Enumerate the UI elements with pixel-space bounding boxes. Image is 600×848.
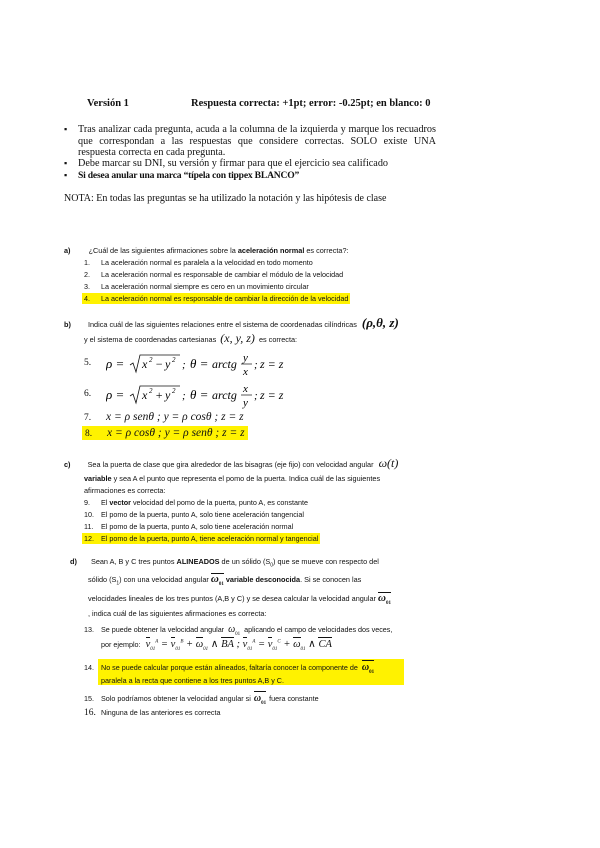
question-d-line3: velocidades lineales de los tres puntos (A,B y C) y se desea calcular la velocidad angular $\omega_{01}$	[88, 594, 391, 609]
question-c-line2: variable y sea A el punto que representa el pomo de la puerta. Indica cuál de las siguientes	[84, 474, 381, 483]
question-d-line4: , indica cuál de las siguientes afirmaciones es correcta:	[88, 609, 267, 618]
omega01-symbol: $\omega_{01}$	[378, 594, 391, 609]
question-c: c) Sea la puerta de clase que gira alrededor de las bisagras (eje fijo) con velocidad angular ω(t)	[64, 456, 399, 470]
svg-text:x: x	[142, 357, 148, 371]
svg-text:−: −	[155, 357, 164, 371]
option-8-highlighted[interactable]: 8. x = ρ cosθ ; y = ρ senθ ; z = z	[82, 426, 248, 440]
option-14-line2: paralela a la recta que contiene a los tres puntos A,B y C.	[101, 676, 284, 685]
svg-text:;: ;	[182, 390, 186, 402]
svg-text:;: ;	[254, 390, 258, 402]
scoring-rules: Respuesta correcta: +1pt; error: -0.25pt; en blanco: 0	[191, 98, 431, 109]
version-label: Versión 1	[87, 98, 129, 109]
svg-text:θ =: θ =	[190, 387, 209, 402]
cartesian-coords: (x, y, z)	[220, 331, 255, 345]
option-11[interactable]: 11. El pomo de la puerta, punto A, solo tiene aceleración normal	[84, 522, 294, 531]
question-b-line2: y el sistema de coordenadas cartesianas (x, y, z) es correcta:	[84, 331, 298, 345]
option-13[interactable]: 13. Se puede obtener la velocidad angular $\omega_{01}$ aplicando el campo de velocidades dos veces,	[84, 624, 393, 637]
question-label: c)	[64, 460, 71, 469]
option-5[interactable]: 5. ρ = x 2 − y 2 ; θ = arctg y x ; z = z	[84, 350, 284, 380]
svg-text:y: y	[243, 397, 248, 409]
svg-text:+: +	[155, 388, 164, 402]
question-label: b)	[64, 320, 71, 329]
instruction-1: ▪ Tras analizar cada pregunta, acuda a la columna de la izquierda y marque los recuadros que correspondan a las respuestas que considere correctas. SOLO existe UNA respuesta correcta en cada pregunta.	[64, 124, 436, 158]
formula-6-graphic	[106, 381, 286, 411]
svg-text:x: x	[142, 388, 148, 402]
question-label: d)	[70, 557, 77, 566]
option-10[interactable]: 10. El pomo de la puerta, punto A, solo tiene aceleración tangencial	[84, 510, 304, 519]
svg-text:2: 2	[149, 387, 153, 395]
note: NOTA: En todas las preguntas se ha utilizado la notación y las hipótesis de clase	[64, 193, 387, 204]
option-4-highlighted[interactable]: 4. La aceleración normal es responsable de cambiar la dirección de la velocidad	[84, 294, 349, 303]
cylindrical-coords: (ρ,θ, z)	[361, 315, 399, 330]
option-7[interactable]: 7. x = ρ senθ ; y = ρ cosθ ; z = z	[84, 411, 244, 423]
svg-text:z = z: z = z	[260, 388, 284, 402]
option-9[interactable]: 9. El vector velocidad del pomo de la puerta, punto A, es constante	[84, 498, 308, 507]
option-14-highlighted[interactable]: 14. No se puede calcular porque están alineados, faltaría conocer la componente de $\omega_{01}$	[84, 662, 375, 675]
option-16[interactable]: 16. Ninguna de las anteriores es correcta	[84, 708, 221, 718]
question-label: a)	[64, 246, 71, 255]
option-6[interactable]: 6. ρ = x 2 + y 2 ; θ = arctg x y ; z = z	[84, 381, 284, 411]
option-2[interactable]: 2. La aceleración normal es responsable de cambiar el módulo de la velocidad	[84, 270, 344, 279]
bullet-icon: ▪	[64, 158, 68, 168]
option-1[interactable]: 1. La aceleración normal es paralela a la velocidad en todo momento	[84, 258, 313, 267]
svg-text:arctg: arctg	[212, 388, 237, 402]
svg-text:2: 2	[172, 387, 176, 395]
svg-text:2: 2	[172, 356, 176, 364]
question-a: a) ¿Cuál de las siguientes afirmaciones sobre la aceleración normal es correcta?:	[64, 246, 349, 255]
omega01-symbol: $\omega_{01}$	[211, 575, 224, 590]
question-d: d) Sean A, B y C tres puntos ALINEADOS de un sólido $(S_0)$ que se mueve con respecto del	[70, 557, 379, 569]
example-formula: $v_{01}^A = v_{01}^B + \omega_{01}$ ∧ BA ; $v_{01}^A = v_{01}^C + \omega_{01}$ ∧ CA	[145, 639, 332, 653]
bullet-icon: ▪	[64, 124, 68, 134]
svg-text:x: x	[243, 366, 248, 378]
question-b: b) Indica cuál de las siguientes relaciones entre el sistema de coordenadas cilíndricas (ρ,θ, z)	[64, 315, 399, 330]
option-3[interactable]: 3. La aceleración normal siempre es cero en un movimiento circular	[84, 282, 309, 291]
omega-symbol: ω(t)	[378, 456, 399, 470]
svg-text:ρ =: ρ =	[106, 387, 125, 402]
option-12-highlighted[interactable]: 12. El pomo de la puerta, punto A, tiene aceleración normal y tangencial	[84, 534, 319, 543]
option-13-example: por ejemplo: $v_{01}^A = v_{01}^B + \omega_{01}$ ∧ BA ; $v_{01}^A = v_{01}^C + \omega_{01}$ ∧ CA	[101, 639, 332, 653]
svg-text:y: y	[243, 352, 248, 364]
svg-text:y: y	[165, 357, 171, 371]
formula-5-graphic	[106, 350, 286, 380]
svg-text:x: x	[243, 383, 248, 395]
svg-text:y: y	[165, 388, 171, 402]
svg-text:arctg: arctg	[212, 357, 237, 371]
svg-text:2: 2	[149, 356, 153, 364]
svg-text:z = z: z = z	[260, 357, 284, 371]
question-d-line2: sólido $(S_1)$ con una velocidad angular $\omega_{01}$ variable desconocida. Si se conocen las	[88, 575, 422, 590]
bullet-icon: ▪	[64, 170, 67, 180]
svg-text:;: ;	[254, 359, 258, 371]
option-15[interactable]: 15. Solo podríamos obtener la velocidad angular si $\omega_{01}$ fuera constante	[84, 693, 319, 706]
svg-text:;: ;	[182, 359, 186, 371]
svg-text:θ =: θ =	[190, 356, 209, 371]
question-c-line3: afirmaciones es correcta:	[84, 486, 166, 495]
svg-text:ρ =: ρ =	[106, 356, 125, 371]
